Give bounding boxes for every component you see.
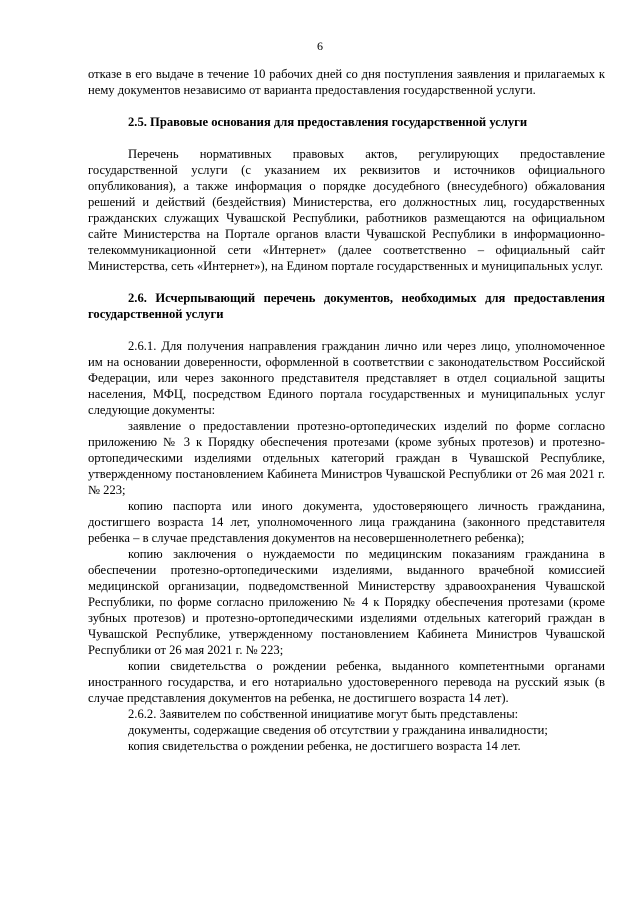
- list-item-birth-certificate: копия свидетельства о рождении ребенка, не достигшего возраста 14 лет.: [128, 739, 521, 753]
- page-content: [88, 66, 605, 754]
- section-heading-2-6: 2.6. Исчерпывающий перечень документов, необходимых для предоставления государственной услуги: [88, 291, 605, 321]
- page-number: 6: [317, 39, 323, 53]
- list-item-passport-copy: копию паспорта или иного документа, удостоверяющего личность гражданина, достигшего возраста 14 лет, уполномоченного лица гражданина (законного представителя ребенка – в случае представления документов на несовершеннолетнего ребенка);: [88, 499, 605, 545]
- list-item-foreign-birth-certificate: копии свидетельства о рождении ребенка, выданного компетентными органами иностранного государства, и его нотариально удостоверенного перевода на русский язык (в случае представления документов на ребенка, не достигшего возраста 14 лет).: [88, 659, 605, 705]
- list-item-application: заявление о предоставлении протезно-ортопедических изделий по форме согласно приложению № 3 к Порядку обеспечения протезами (кроме зубных протезов) и протезно-ортопедическими изделиями отдельных категорий граждан в Чувашской Республике, утвержденному постановлением Кабинета Министров Чувашской Республики от 26 мая 2021 г. № 223;: [88, 419, 605, 497]
- section-heading-2-5: 2.5. Правовые основания для предоставления государственной услуги: [128, 115, 528, 129]
- paragraph-continuation: отказе в его выдаче в течение 10 рабочих дней со дня поступления заявления и прилагаемых к нему документов независимо от варианта предоставления государственной услуги.: [88, 67, 605, 97]
- list-item-disability-documents: документы, содержащие сведения об отсутствии у гражданина инвалидности;: [128, 723, 548, 737]
- paragraph-2-6-1: 2.6.1. Для получения направления гражданин лично или через лицо, уполномоченное им на основании доверенности, оформленной в соответствии с законодательством Российской Федерации, или через законного представителя представляет в отдел социальной защиты населения, МФЦ, посредством Единого портала государственных и муниципальных услуг следующие документы:: [88, 339, 605, 417]
- paragraph-2-6-2: 2.6.2. Заявителем по собственной инициативе могут быть представлены:: [128, 707, 519, 721]
- paragraph-legal-basis: Перечень нормативных правовых актов, регулирующих предоставление государственной услуги (с указанием их реквизитов и источников официального опубликования), а также информация о порядке досудебного (внесудебного) обжалования решений и действий (бездействия) Министерства, его должностных лиц, государственных гражданских служащих Чувашской Республики, работников размещаются на официальном сайте Министерства на Портале органов власти Чувашской Республики в информационно-телекоммуникационной сети «Интернет» (далее соответственно – официальный сайт Министерства, сеть «Интернет»), на Едином портале государственных и муниципальных услуг.: [88, 147, 605, 273]
- list-item-medical-conclusion: копию заключения о нуждаемости по медицинским показаниям гражданина в обеспечении протезно-ортопедическими изделиями, выданного врачебной комиссией медицинской организации, подведомственной Министерству здравоохранения Чувашской Республики, по форме согласно приложению № 4 к Порядку обеспечения протезами (кроме зубных протезов) и протезно-ортопедическими изделиями отдельных категорий граждан в Чувашской Республике, утвержденному постановлением Кабинета Министров Чувашской Республики от 26 мая 2021 г. № 223;: [88, 547, 605, 657]
